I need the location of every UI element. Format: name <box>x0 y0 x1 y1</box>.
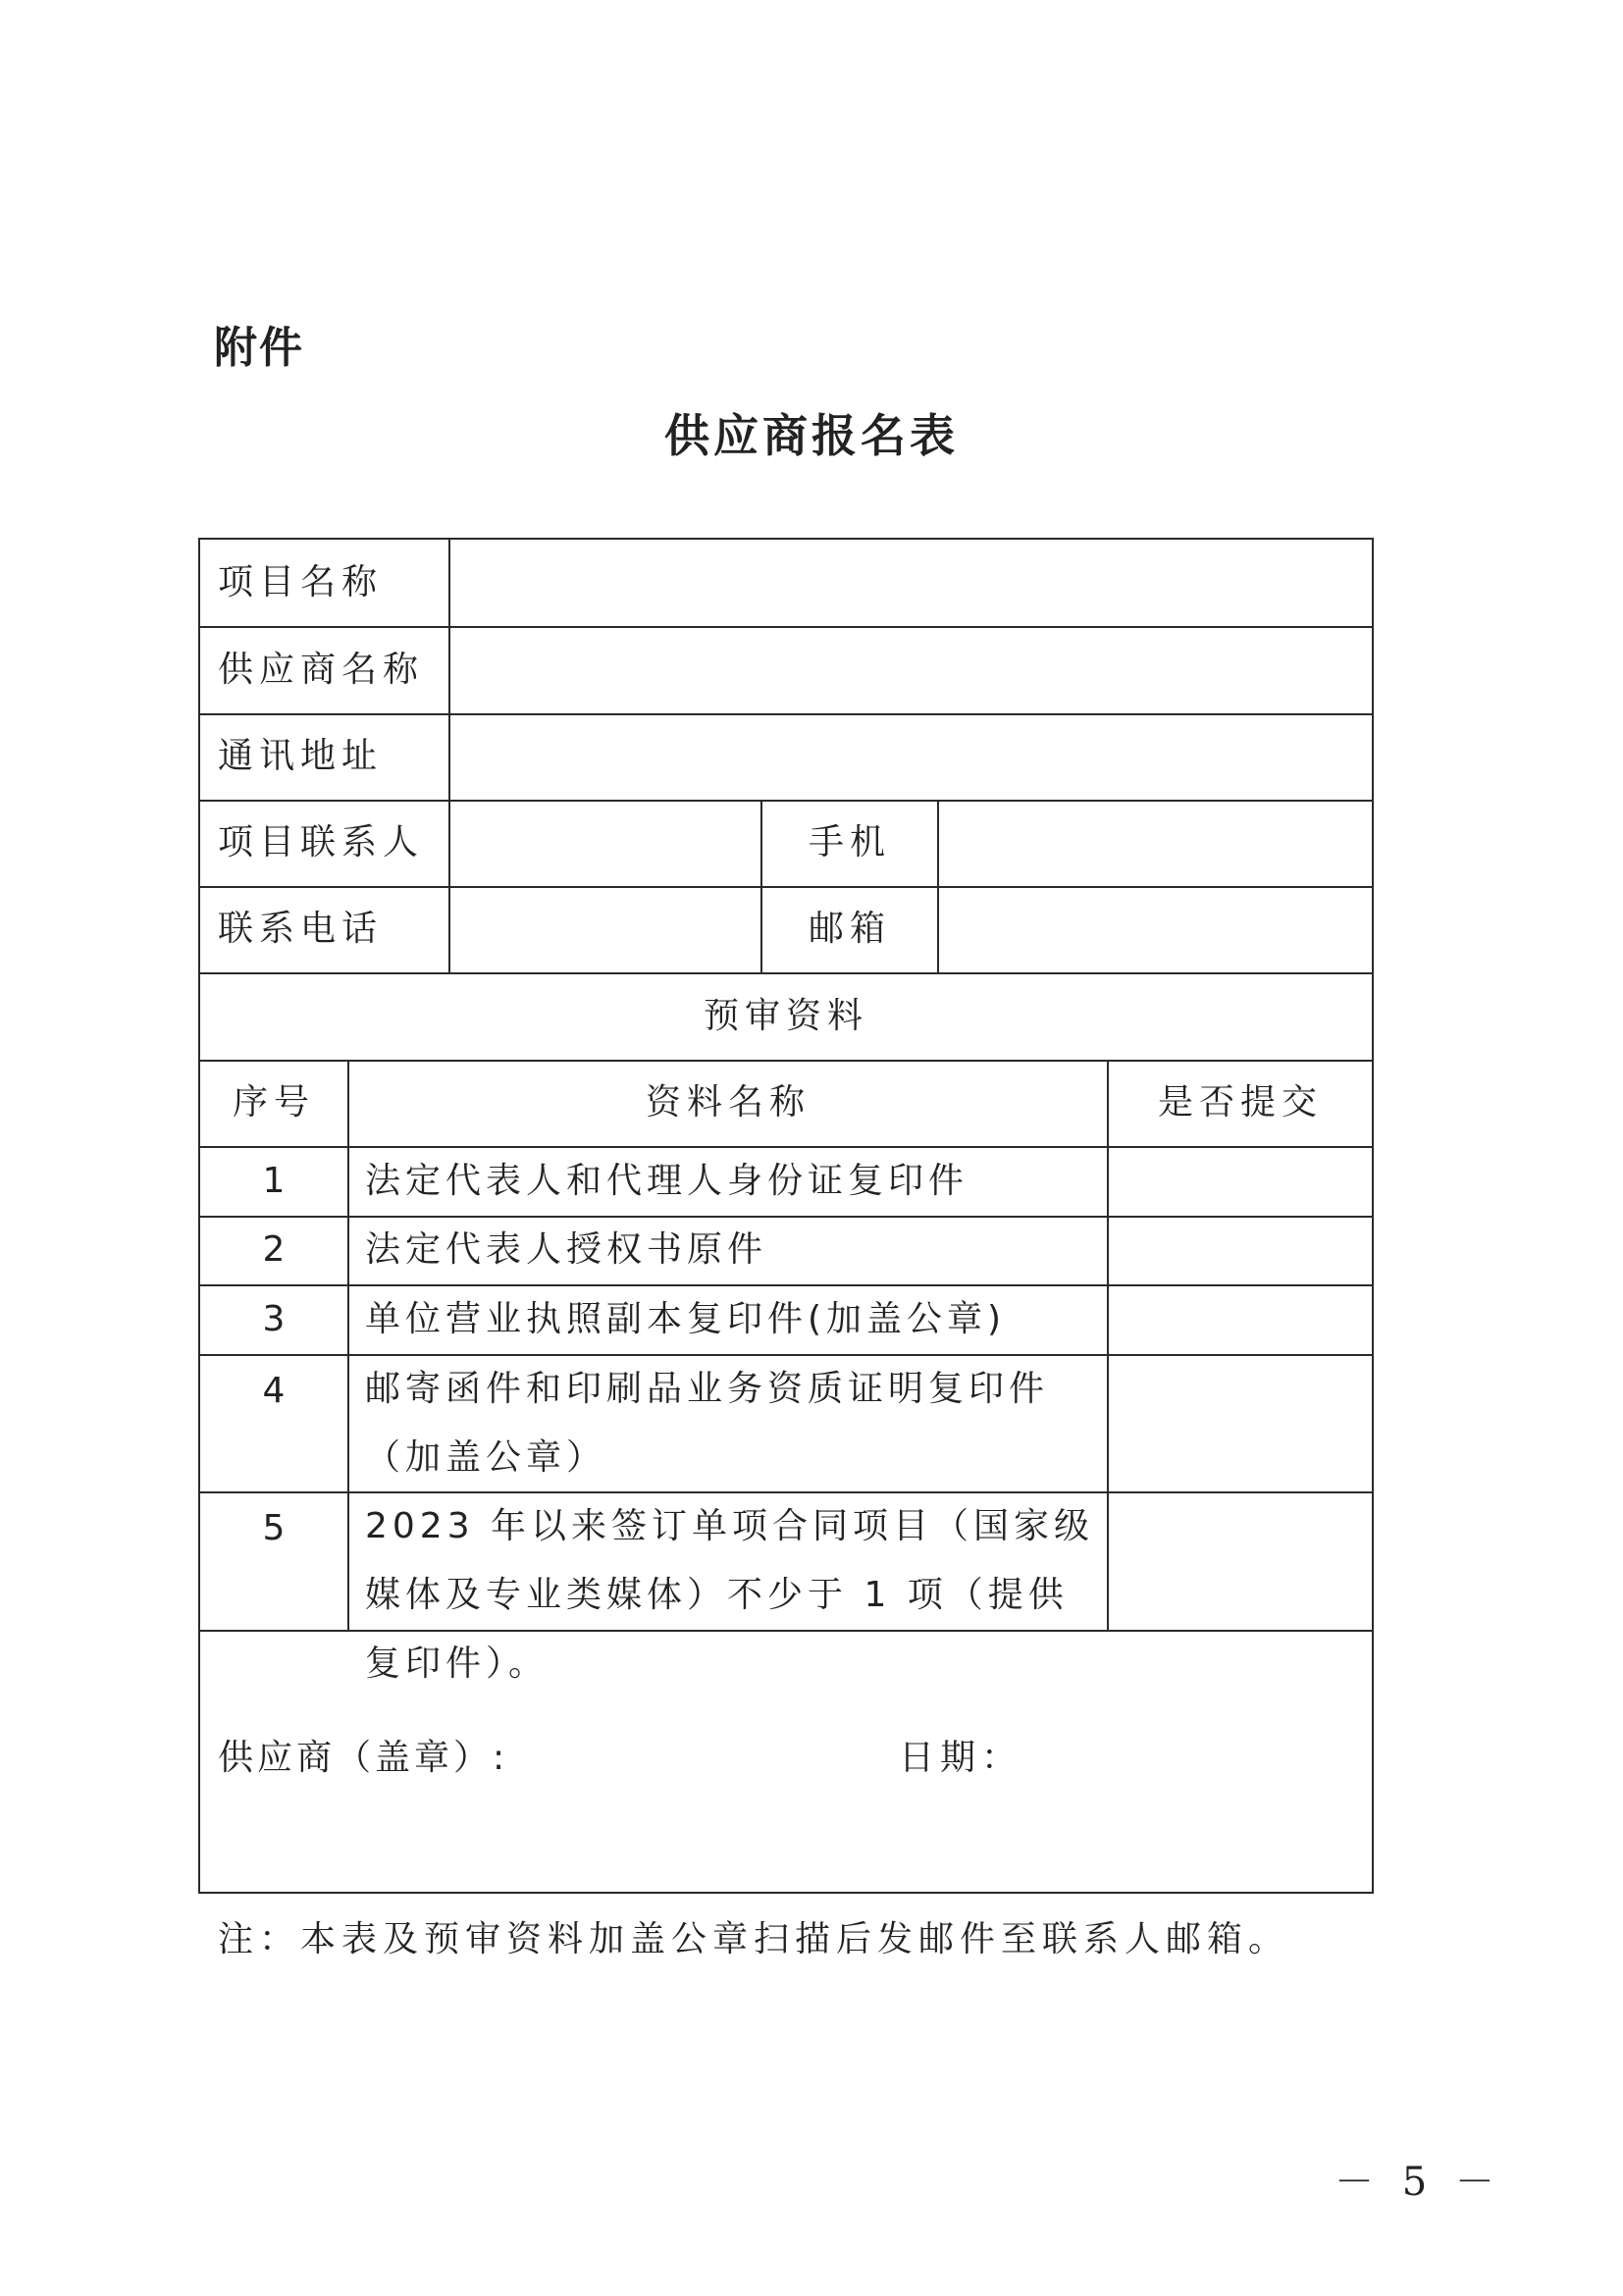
column-divider <box>448 540 450 972</box>
column-divider <box>1107 1060 1109 1630</box>
mobile-label: 手机 <box>808 822 891 862</box>
item-number: 4 <box>262 1371 286 1411</box>
column-divider <box>347 1060 349 1630</box>
item-number: 5 <box>262 1508 286 1548</box>
footer-note: 注：本表及预审资料加盖公章扫描后发邮件至联系人邮箱。 <box>218 1919 1290 1959</box>
address-label: 通讯地址 <box>218 736 384 776</box>
item-name: 单位营业执照副本复印件(加盖公章) <box>365 1299 1007 1339</box>
page-number: － 5 － <box>1335 2160 1502 2205</box>
contact-person-label: 项目联系人 <box>218 822 425 862</box>
phone-label: 联系电话 <box>218 909 384 949</box>
column-header-no: 序号 <box>232 1082 315 1122</box>
registration-form-table <box>198 538 1374 1894</box>
row-divider <box>200 713 1372 715</box>
supplier-seal-label: 供应商（盖章）: <box>218 1738 509 1778</box>
supplier-name-label: 供应商名称 <box>218 650 425 690</box>
project-name-label: 项目名称 <box>218 562 384 602</box>
item-name: 2023 年以来签订单项合同项目（国家级媒体及专业类媒体）不少于 1 项（提供复印件）。 <box>365 1506 1095 1684</box>
row-divider <box>200 626 1372 628</box>
item-name: 法定代表人和代理人身份证复印件 <box>365 1161 969 1201</box>
item-name: 邮寄函件和印刷品业务资质证明复印件（加盖公章） <box>365 1369 1050 1478</box>
column-divider <box>937 800 939 972</box>
item-number: 2 <box>262 1229 286 1270</box>
row-divider <box>200 800 1372 802</box>
email-label: 邮箱 <box>808 909 891 949</box>
row-divider <box>200 886 1372 888</box>
row-divider <box>200 1060 1372 1062</box>
item-name: 法定代表人授权书原件 <box>365 1229 768 1270</box>
item-number: 1 <box>262 1161 286 1201</box>
column-header-submitted: 是否提交 <box>1157 1082 1323 1122</box>
item-number: 3 <box>262 1299 286 1339</box>
materials-section-title: 预审资料 <box>703 996 868 1036</box>
date-label: 日期： <box>899 1738 1023 1778</box>
form-title: 供应商报名表 <box>664 409 959 462</box>
column-header-name: 资料名称 <box>645 1082 811 1122</box>
row-divider <box>200 972 1372 974</box>
attachment-label: 附件 <box>214 323 304 373</box>
